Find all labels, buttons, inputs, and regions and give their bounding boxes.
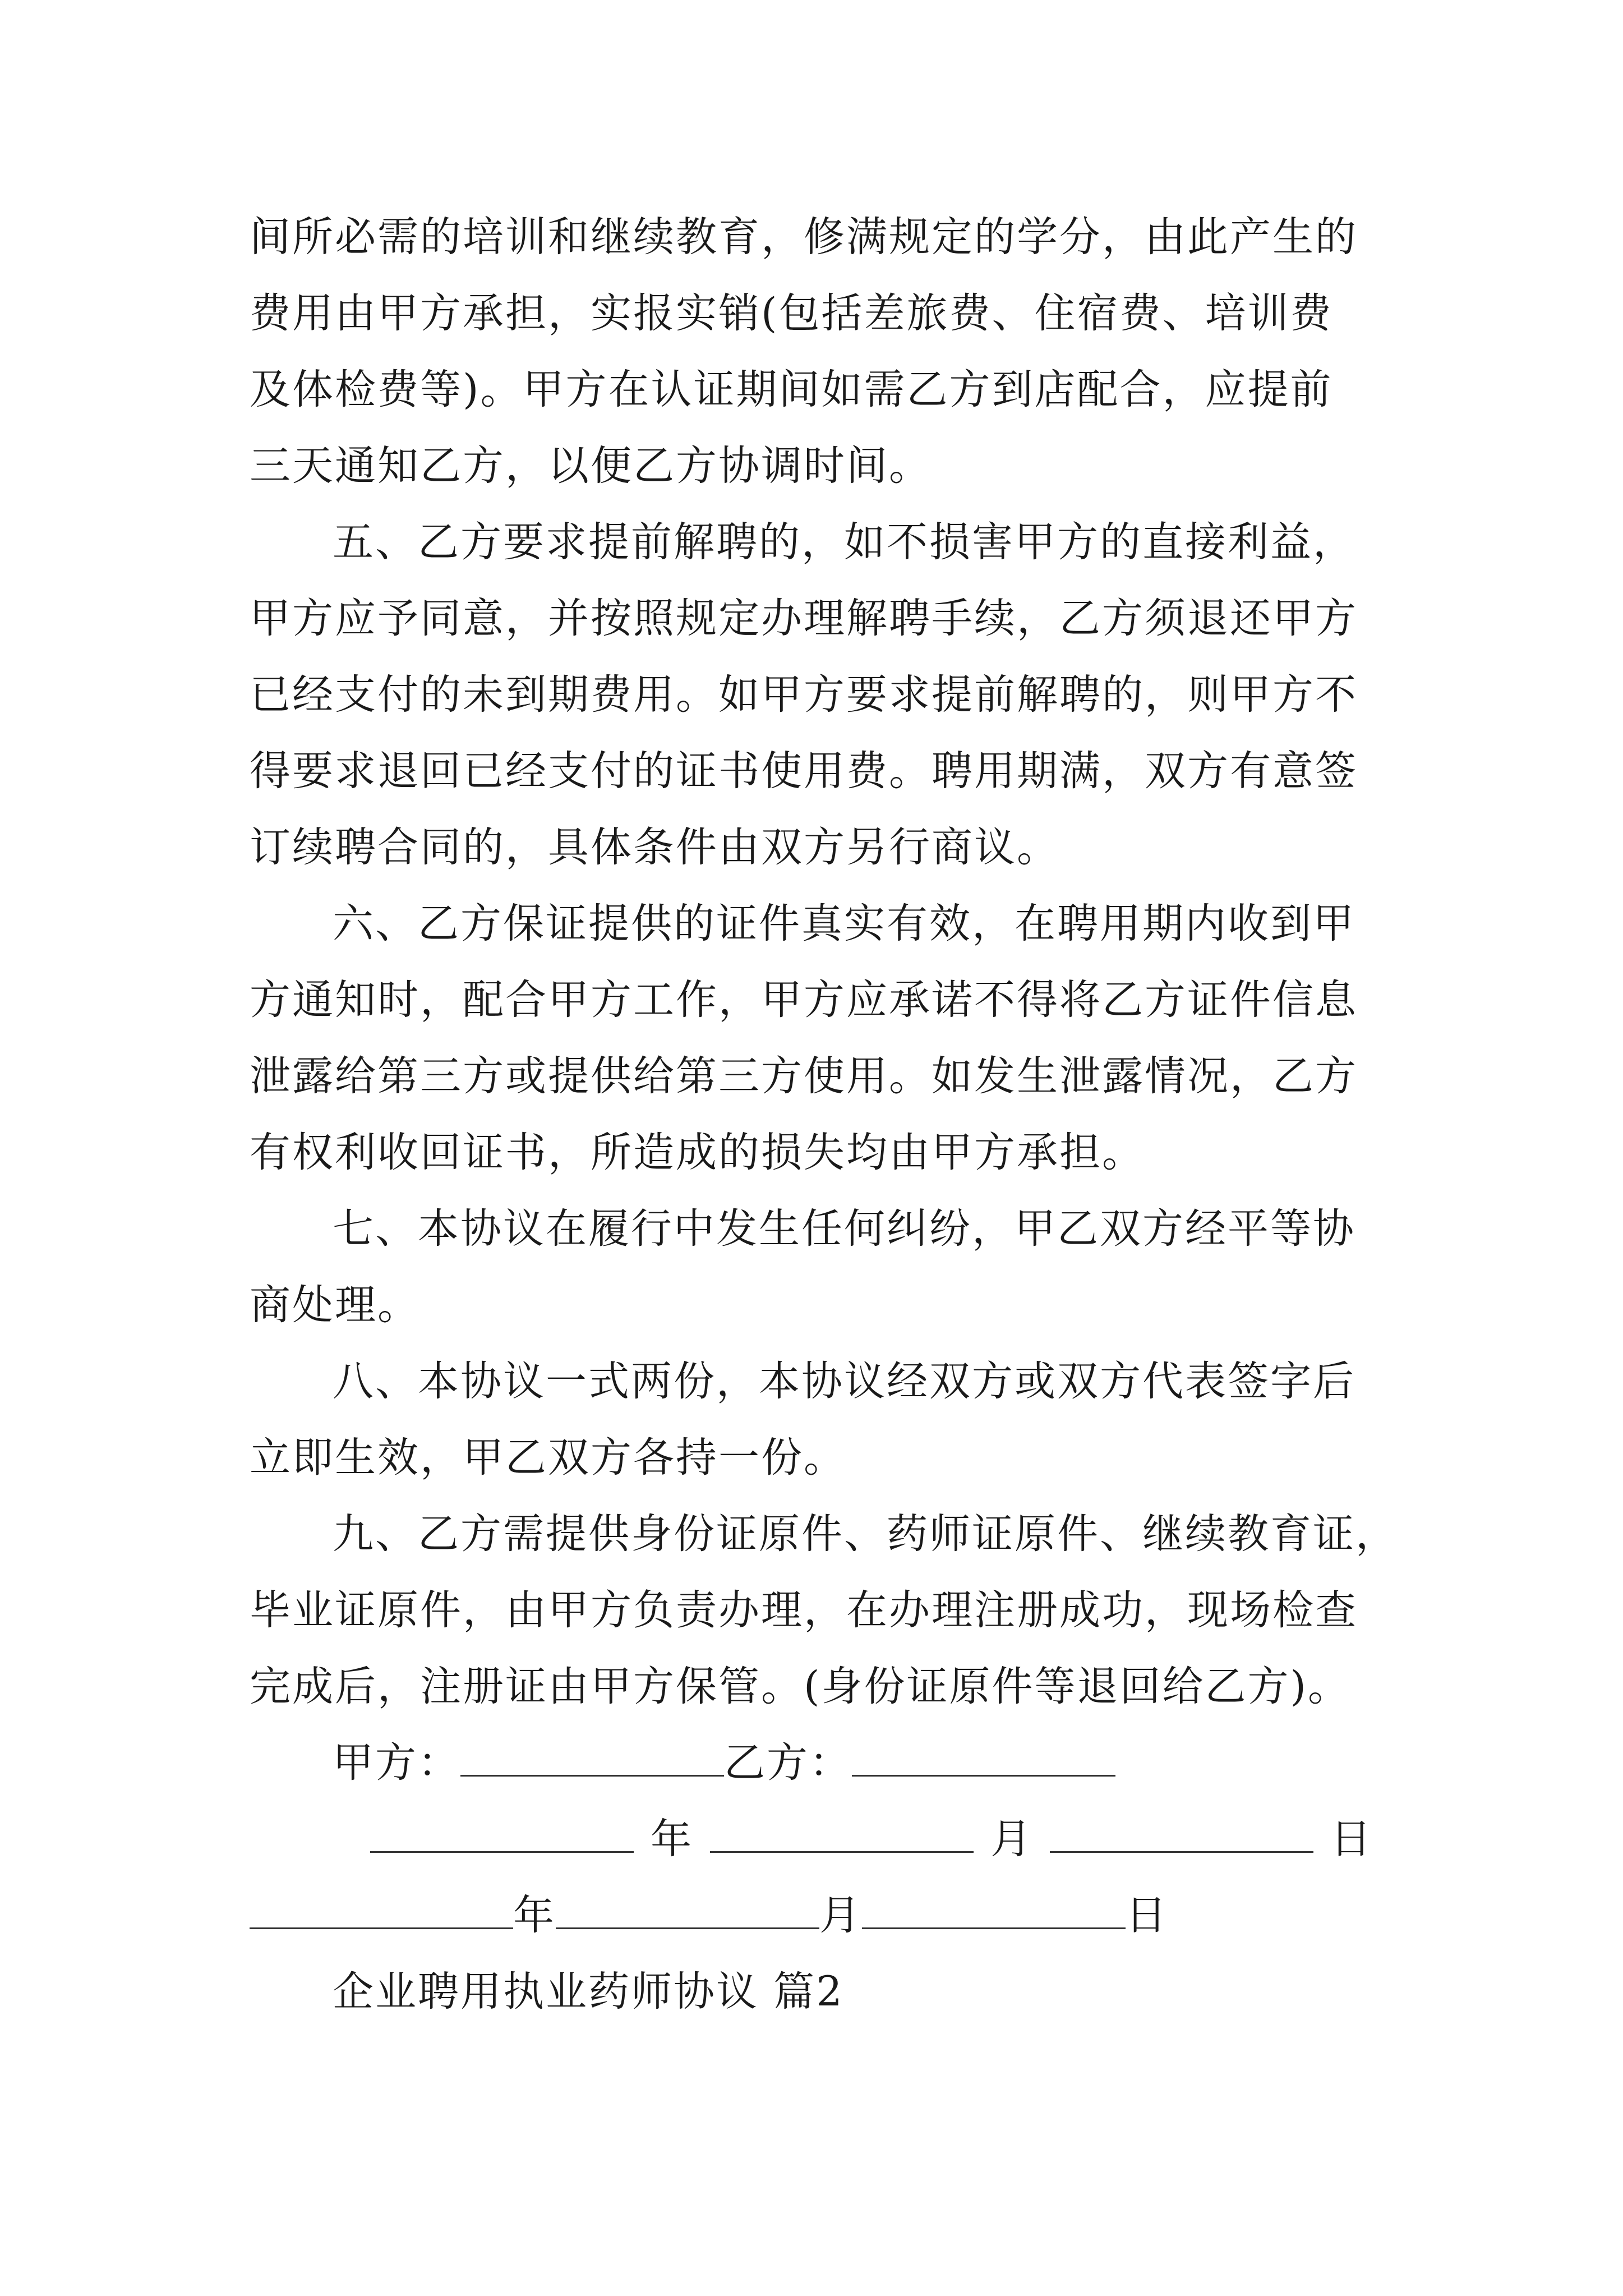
clause-5-line: 订续聘合同的，具体条件由双方另行商议。 [250,823,1059,871]
clause-9-line: 毕业证原件，由甲方负责办理，在办理注册成功，现场检查 [250,1586,1358,1634]
paragraph-line: 费用由甲方承担，实报实销(包括差旅费、住宿费、培训费 [250,289,1333,337]
year-blank[interactable] [250,1894,513,1929]
month-label: 月 [819,1892,862,1939]
signature-date-line-1 [250,1801,1377,1878]
clause-8-line: 八、本协议一式两份，本协议经双方或双方代表签字后 [333,1358,1355,1405]
signature-parties-line [250,1725,1377,1801]
day-label: 日 [1126,1892,1168,1939]
clause-6-line: 有权利收回证书，所造成的损失均由甲方承担。 [250,1129,1145,1176]
paragraph-line: 三天通知乙方，以便乙方协调时间。 [250,442,932,490]
clause-9-line: 九、乙方需提供身份证原件、药师证原件、继续教育证， [333,1510,1398,1558]
clause-5-line: 已经支付的未到期费用。如甲方要求提前解聘的，则甲方不 [250,671,1358,719]
clause-5-line: 得要求退回已经支付的证书使用费。聘用期满，双方有意签 [250,747,1358,795]
party-a-blank[interactable] [460,1741,724,1777]
clause-6-line: 方通知时，配合甲方工作，甲方应承诺不得将乙方证件信息 [250,976,1358,1024]
day-blank[interactable] [1050,1818,1313,1853]
clause-9-line: 完成后，注册证由甲方保管。(身份证原件等退回给乙方)。 [250,1663,1350,1710]
party-a-label: 甲方： [333,1739,460,1787]
signature-date-line-2 [250,1878,1377,1954]
month-blank[interactable] [710,1818,974,1853]
year-blank[interactable] [370,1818,634,1853]
section-title: 企业聘用执业药师协议 篇2 [333,1968,844,2016]
document-body [250,199,1398,2030]
clause-7-line: 七、本协议在履行中发生任何纠纷，甲乙双方经平等协 [333,1205,1355,1253]
month-label: 月 [990,1815,1033,1863]
clause-5-line: 甲方应予同意，并按照规定办理解聘手续，乙方须退还甲方 [250,595,1358,642]
clause-6-line: 六、乙方保证提供的证件真实有效，在聘用期内收到甲 [333,900,1355,947]
day-blank[interactable] [862,1894,1126,1929]
party-b-label: 乙方： [724,1739,852,1787]
clause-8-line: 立即生效，甲乙双方各持一份。 [250,1434,846,1481]
paragraph-line: 及体检费等)。甲方在认证期间如需乙方到店配合，应提前 [250,366,1333,413]
clause-6-line: 泄露给第三方或提供给第三方使用。如发生泄露情况，乙方 [250,1052,1358,1100]
month-blank[interactable] [556,1894,819,1929]
clause-5-line: 五、乙方要求提前解聘的，如不损害甲方的直接利益， [333,518,1355,566]
paragraph-line: 间所必需的培训和继续教育，修满规定的学分，由此产生的 [250,213,1358,261]
clause-7-line: 商处理。 [250,1281,420,1329]
day-label: 日 [1330,1815,1373,1863]
party-b-blank[interactable] [852,1741,1115,1777]
year-label: 年 [513,1892,556,1939]
year-label: 年 [651,1815,693,1863]
